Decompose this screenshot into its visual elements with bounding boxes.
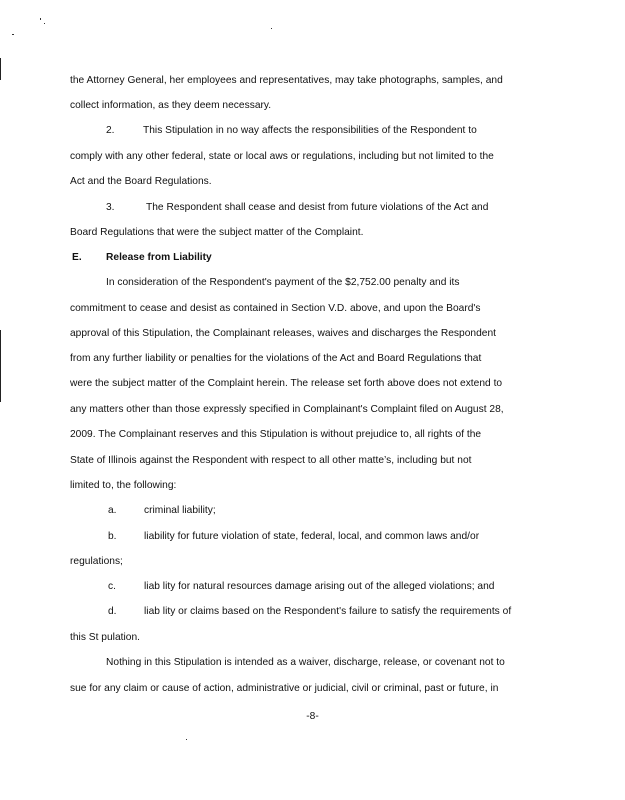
section-title: Release from Liability: [106, 252, 212, 263]
body-line: Act and the Board Regulations.: [70, 176, 212, 187]
body-line: limited to, the following:: [70, 480, 177, 491]
paragraph-text: The Respondent shall cease and desist from future violations of the Act and: [146, 202, 489, 213]
body-line: comply with any other federal, state or local aws or regulations, including but not limited to the: [70, 151, 494, 162]
paragraph-number: 2.: [106, 125, 115, 136]
scan-speck: [40, 18, 41, 20]
body-line: Board Regulations that were the subject matter of the Complaint.: [70, 227, 364, 238]
page-number: -8-: [306, 711, 319, 722]
scan-speck: [186, 739, 187, 740]
body-line: Nothing in this Stipulation is intended as a waiver, discharge, release, or covenant not to: [106, 657, 505, 668]
list-letter: d.: [108, 606, 117, 617]
body-line: this St pulation.: [70, 632, 140, 643]
list-letter: c.: [108, 581, 116, 592]
body-line: regulations;: [70, 556, 123, 567]
scan-edge-line: [0, 58, 1, 80]
list-letter: a.: [108, 505, 117, 516]
paragraph-text: This Stipulation in no way affects the responsibilities of the Respondent to: [143, 125, 477, 136]
list-text: liab lity or claims based on the Respondent's failure to satisfy the requirements of: [144, 606, 512, 617]
body-line: the Attorney General, her employees and representatives, may take photographs, samples, and: [70, 75, 503, 86]
list-text: liab lity for natural resources damage arising out of the alleged violations; and: [144, 581, 495, 592]
scan-speck: [271, 28, 272, 29]
body-line: sue for any claim or cause of action, administrative or judicial, civil or criminal, past or future, in: [70, 683, 499, 694]
section-letter: E.: [72, 252, 82, 263]
list-letter: b.: [108, 531, 117, 542]
scan-speck: [12, 34, 14, 35]
body-line: were the subject matter of the Complaint herein. The release set forth above does not extend to: [70, 378, 503, 389]
body-line: collect information, as they deem necessary.: [70, 100, 272, 111]
paragraph-number: 3.: [106, 202, 115, 213]
scan-speck: [44, 23, 45, 24]
scan-edge-line: [0, 330, 1, 402]
body-line: State of Illinois against the Respondent with respect to all other matte’s, including but not: [70, 455, 472, 466]
body-line: from any further liability or penalties for the violations of the Act and Board Regulations that: [70, 353, 482, 364]
body-line: 2009. The Complainant reserves and this Stipulation is without prejudice to, all rights of the: [70, 429, 482, 440]
body-line: commitment to cease and desist as contained in Section V.D. above, and upon the Board's: [70, 303, 481, 314]
body-line: any matters other than those expressly specified in Complainant's Complaint filed on August 28,: [70, 404, 504, 415]
list-text: criminal liability;: [144, 505, 216, 516]
body-line: In consideration of the Respondent's payment of the $2,752.00 penalty and its: [106, 277, 460, 288]
body-line: approval of this Stipulation, the Complainant releases, waives and discharges the Respondent: [70, 328, 497, 339]
list-text: liability for future violation of state, federal, local, and common laws and/or: [144, 531, 480, 542]
